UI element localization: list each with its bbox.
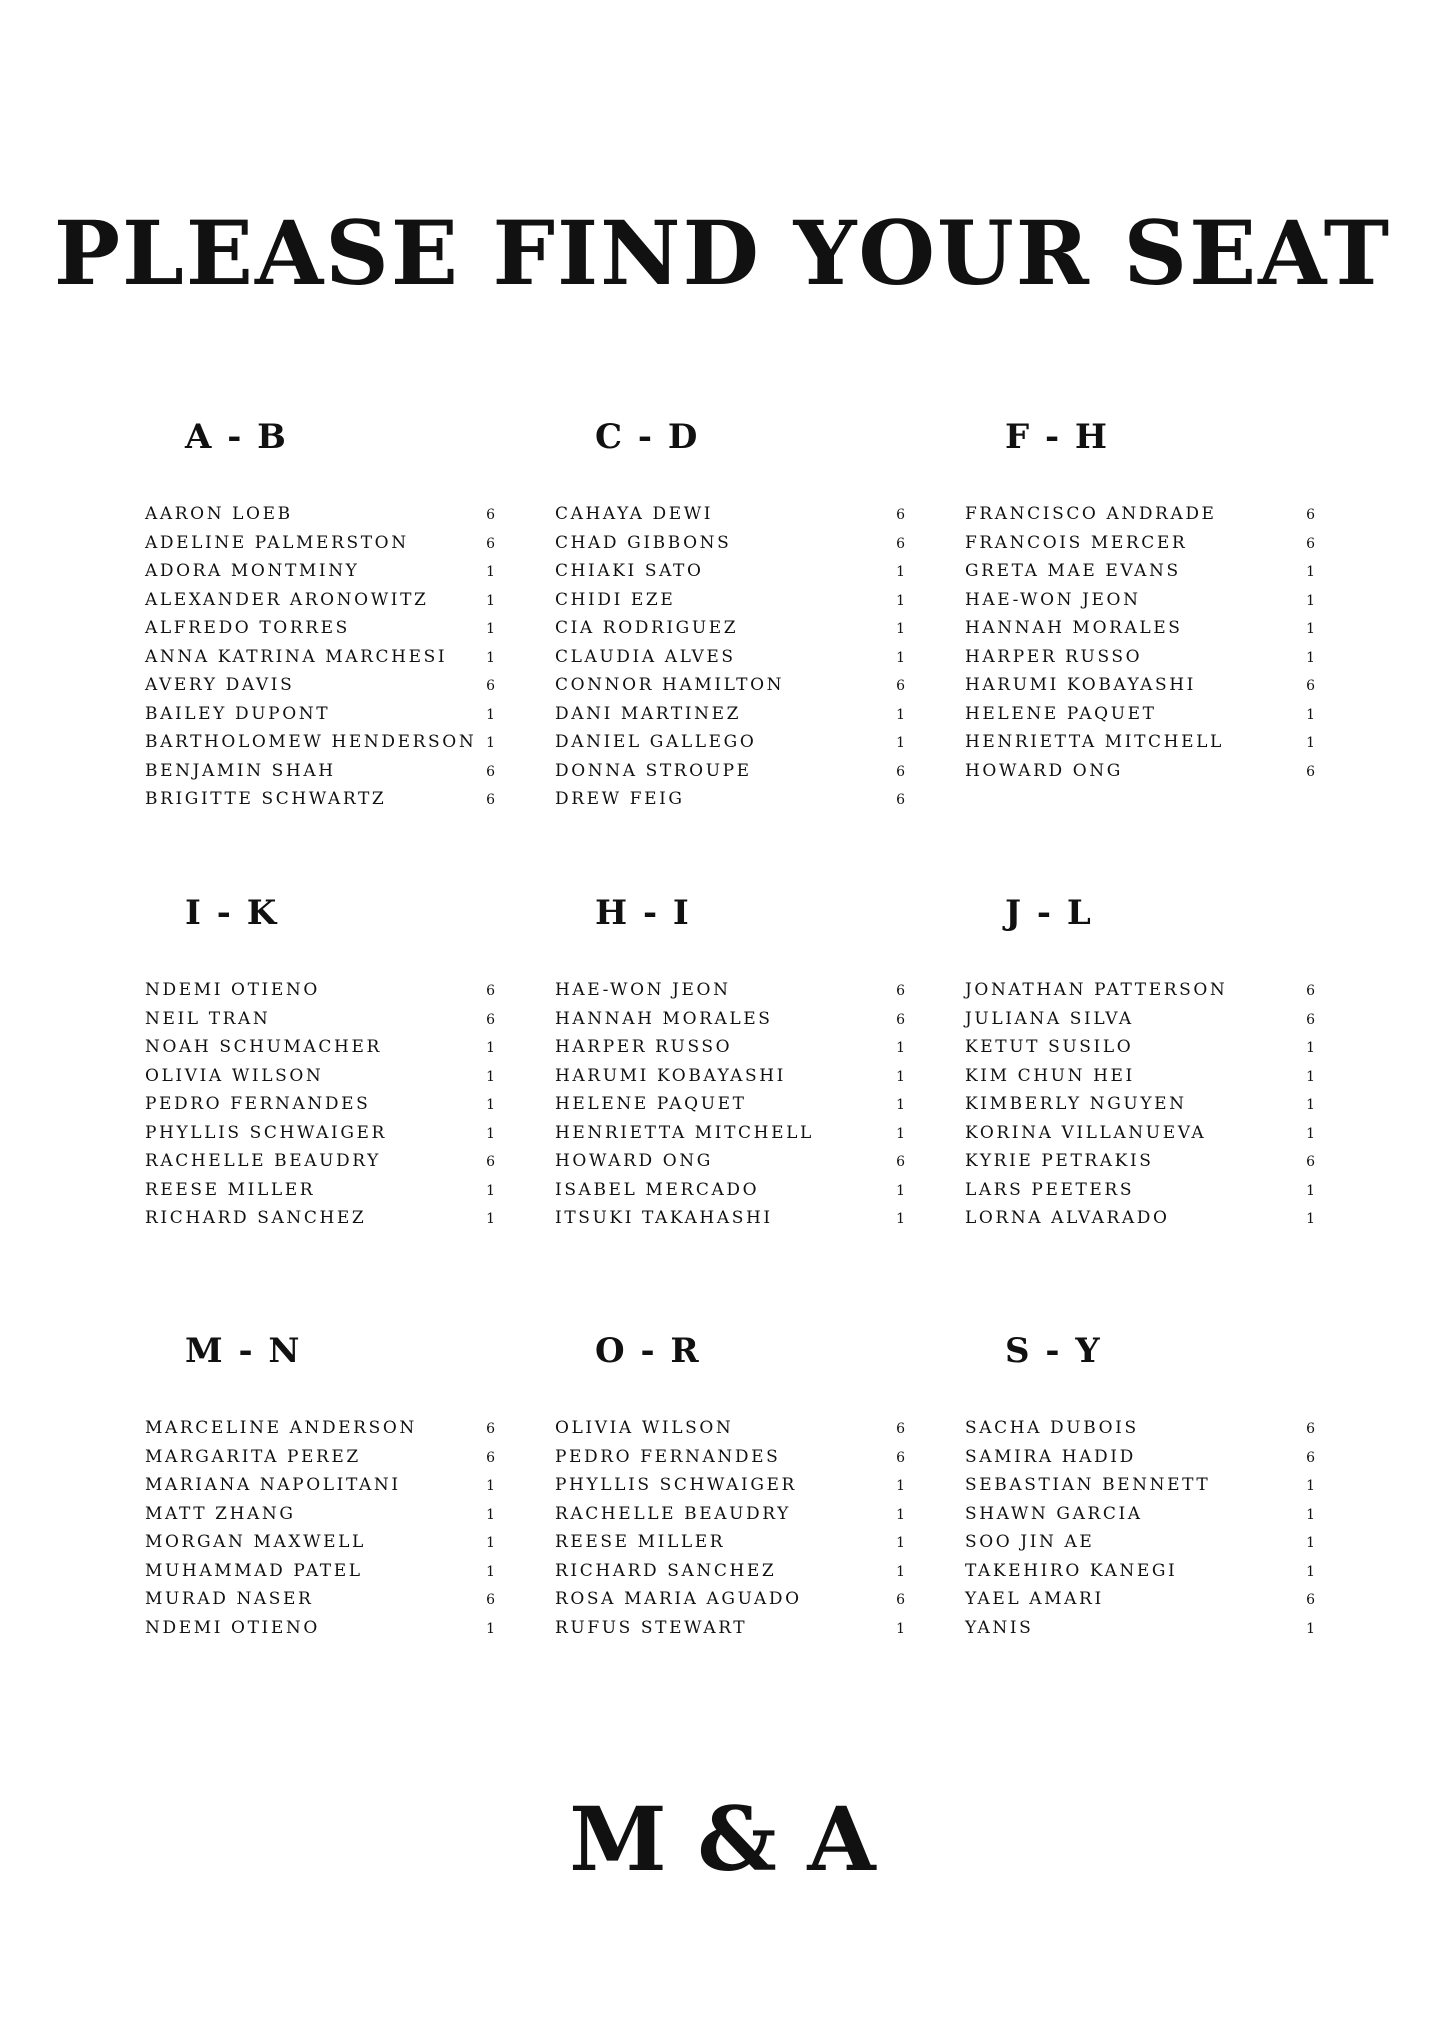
table-number: 6 (486, 507, 495, 523)
table-number: 1 (896, 649, 905, 666)
table-number: 6 (1306, 507, 1315, 523)
guest-name: PEDRO FERNANDES (555, 1446, 781, 1467)
guest-row (145, 1094, 495, 1123)
table-number: 1 (486, 1097, 495, 1113)
guest-name: HANNAH MORALES (555, 1008, 773, 1029)
guest-row (555, 1418, 905, 1447)
guest-name: KYRIE PETRAKIS (965, 1151, 1154, 1171)
guest-name: DANIEL GALLEGO (555, 732, 757, 752)
guest-name: HOWARD ONG (965, 760, 1123, 781)
table-number: 1 (896, 1097, 905, 1113)
guest-row (555, 504, 905, 533)
table-number: 1 (486, 1535, 495, 1551)
table-number: 6 (486, 1011, 495, 1028)
guest-row (555, 1037, 905, 1066)
guest-row (145, 980, 495, 1009)
table-number: 1 (896, 621, 905, 637)
guest-name: TAKEHIRO KANEGI (965, 1560, 1178, 1581)
guest-row (145, 675, 495, 704)
guest-name: ISABEL MERCADO (555, 1179, 760, 1200)
group-header: H - I (595, 893, 691, 933)
table-number: 6 (896, 1421, 905, 1437)
guest-row (965, 1447, 1315, 1476)
table-number: 1 (486, 649, 495, 666)
group-header: J - L (1005, 893, 1093, 933)
guest-name: HENRIETTA MITCHELL (555, 1122, 814, 1143)
table-number: 6 (486, 1154, 495, 1170)
guest-name: NDEMI OTIENO (145, 980, 320, 1000)
group-o-r (555, 1331, 905, 1646)
guest-row (555, 1475, 905, 1504)
guest-row (965, 1180, 1315, 1209)
table-number: 6 (896, 1011, 905, 1028)
guest-name: OLIVIA WILSON (145, 1065, 324, 1086)
table-number: 6 (1306, 1011, 1315, 1028)
guest-row (555, 561, 905, 590)
guest-row (555, 1180, 905, 1209)
table-number: 6 (1306, 1421, 1315, 1437)
table-number: 1 (1306, 592, 1315, 609)
table-number: 1 (486, 1506, 495, 1523)
guest-name: OLIVIA WILSON (555, 1418, 734, 1438)
guest-name: CONNOR HAMILTON (555, 675, 785, 695)
guest-list (965, 980, 1315, 1237)
guest-row (965, 1475, 1315, 1504)
guest-list (965, 1418, 1315, 1646)
guest-row (965, 504, 1315, 533)
guest-name: RACHELLE BEAUDRY (145, 1151, 381, 1171)
guest-row (555, 1151, 905, 1180)
guest-row (145, 590, 495, 619)
table-number: 1 (896, 735, 905, 751)
group-h-i (555, 893, 905, 1237)
table-number: 1 (1306, 1535, 1315, 1551)
table-number: 1 (896, 1563, 905, 1580)
table-number: 1 (896, 592, 905, 609)
table-number: 6 (486, 535, 495, 552)
group-a-b (145, 417, 495, 818)
guest-row (965, 1009, 1315, 1038)
guest-name: SOO JIN AE (965, 1532, 1095, 1552)
table-number: 1 (486, 1125, 495, 1142)
guest-name: LORNA ALVARADO (965, 1208, 1170, 1228)
guest-name: SAMIRA HADID (965, 1446, 1136, 1467)
guest-list (145, 504, 495, 818)
guest-row (965, 761, 1315, 790)
guest-list (145, 1418, 495, 1646)
guest-name: ALFREDO TORRES (145, 618, 350, 638)
guest-row (965, 1066, 1315, 1095)
guest-row (555, 1447, 905, 1476)
table-number: 1 (486, 564, 495, 580)
table-number: 1 (896, 1478, 905, 1494)
guest-row (965, 1094, 1315, 1123)
guest-row (965, 1208, 1315, 1237)
guest-name: KIM CHUN HEI (965, 1065, 1135, 1086)
guest-row (145, 761, 495, 790)
guest-row (145, 618, 495, 647)
guest-name: DREW FEIG (555, 789, 685, 809)
guest-name: AVERY DAVIS (145, 675, 295, 695)
table-number: 6 (486, 763, 495, 780)
guest-row (145, 732, 495, 761)
guest-row (145, 1151, 495, 1180)
table-number: 6 (896, 983, 905, 999)
table-number: 1 (486, 735, 495, 751)
table-number: 1 (1306, 1478, 1315, 1494)
guest-name: MATT ZHANG (145, 1503, 296, 1524)
group-m-n (145, 1331, 495, 1646)
group-j-l (965, 893, 1315, 1237)
table-number: 6 (896, 1449, 905, 1466)
guest-name: HENRIETTA MITCHELL (965, 732, 1224, 752)
guest-name: RUFUS STEWART (555, 1617, 748, 1638)
table-number: 1 (896, 1182, 905, 1199)
guest-row (145, 561, 495, 590)
guest-row (965, 533, 1315, 562)
table-number: 1 (896, 1040, 905, 1056)
table-number: 1 (1306, 1506, 1315, 1523)
guest-name: SEBASTIAN BENNETT (965, 1475, 1211, 1495)
guest-name: CIA RODRIGUEZ (555, 618, 739, 638)
table-number: 1 (896, 706, 905, 723)
guest-row (555, 1208, 905, 1237)
table-number: 6 (1306, 1154, 1315, 1170)
guest-name: BAILEY DUPONT (145, 703, 331, 724)
table-number: 1 (1306, 1211, 1315, 1227)
table-number: 1 (486, 706, 495, 723)
guest-row (555, 647, 905, 676)
table-number: 6 (1306, 983, 1315, 999)
table-number: 6 (1306, 763, 1315, 780)
guest-name: KIMBERLY NGUYEN (965, 1094, 1187, 1114)
guest-row (145, 1123, 495, 1152)
guest-row (145, 1208, 495, 1237)
group-header: S - Y (1005, 1331, 1102, 1371)
guest-name: MURAD NASER (145, 1589, 314, 1609)
guest-name: KORINA VILLANUEVA (965, 1122, 1207, 1143)
table-number: 6 (896, 792, 905, 808)
guest-row (145, 1618, 495, 1647)
group-header: C - D (595, 417, 700, 457)
guest-name: HAE-WON JEON (965, 589, 1141, 610)
guest-row (965, 1418, 1315, 1447)
table-number: 1 (1306, 1040, 1315, 1056)
guest-row (965, 1561, 1315, 1590)
group-i-k (145, 893, 495, 1237)
table-number: 6 (486, 792, 495, 808)
guest-list (555, 980, 905, 1237)
guest-name: RACHELLE BEAUDRY (555, 1503, 791, 1524)
guest-row (965, 1532, 1315, 1561)
table-number: 1 (486, 1620, 495, 1637)
guest-row (555, 590, 905, 619)
guest-name: ROSA MARIA AGUADO (555, 1589, 802, 1609)
guest-row (555, 533, 905, 562)
table-number: 1 (1306, 706, 1315, 723)
guest-row (145, 1504, 495, 1533)
guest-row (965, 647, 1315, 676)
guest-name: HARPER RUSSO (555, 1037, 733, 1057)
guest-row (145, 1009, 495, 1038)
guest-name: BRIGITTE SCHWARTZ (145, 789, 387, 809)
table-number: 1 (486, 1068, 495, 1085)
guest-name: MARCELINE ANDERSON (145, 1418, 417, 1438)
guest-name: BARTHOLOMEW HENDERSON (145, 732, 477, 752)
guest-name: BENJAMIN SHAH (145, 760, 336, 781)
table-number: 6 (486, 1421, 495, 1437)
guest-name: HELENE PAQUET (555, 1094, 747, 1114)
table-number: 1 (896, 1506, 905, 1523)
table-number: 1 (486, 1563, 495, 1580)
guest-list (555, 504, 905, 818)
guest-row (965, 704, 1315, 733)
table-number: 1 (896, 564, 905, 580)
guest-row (145, 647, 495, 676)
group-header: F - H (1005, 417, 1110, 457)
guest-name: LARS PEETERS (965, 1179, 1135, 1200)
table-number: 1 (486, 1182, 495, 1199)
table-number: 1 (1306, 621, 1315, 637)
guest-name: ITSUKI TAKAHASHI (555, 1208, 773, 1228)
table-number: 6 (486, 1449, 495, 1466)
guest-name: GRETA MAE EVANS (965, 561, 1181, 581)
table-number: 1 (486, 1211, 495, 1227)
guest-name: ALEXANDER ARONOWITZ (145, 589, 429, 610)
group-c-d (555, 417, 905, 818)
table-number: 1 (896, 1211, 905, 1227)
guest-name: HOWARD ONG (555, 1151, 713, 1171)
guest-row (145, 1180, 495, 1209)
guest-row (145, 1447, 495, 1476)
group-header: I - K (185, 893, 279, 933)
guest-row (555, 1589, 905, 1618)
guest-name: HARUMI KOBAYASHI (965, 675, 1196, 695)
guest-list (145, 980, 495, 1237)
guest-row (965, 561, 1315, 590)
table-number: 1 (486, 592, 495, 609)
guest-row (145, 704, 495, 733)
table-number: 6 (896, 535, 905, 552)
table-number: 1 (1306, 1563, 1315, 1580)
guest-row (555, 1094, 905, 1123)
guest-row (145, 1589, 495, 1618)
table-number: 1 (1306, 1097, 1315, 1113)
guest-name: CHIAKI SATO (555, 561, 704, 581)
table-number: 6 (896, 1154, 905, 1170)
guest-row (145, 1066, 495, 1095)
table-number: 6 (1306, 1592, 1315, 1608)
table-number: 6 (1306, 1449, 1315, 1466)
guest-name: RICHARD SANCHEZ (555, 1560, 777, 1581)
table-number: 6 (1306, 535, 1315, 552)
guest-name: AARON LOEB (145, 504, 293, 524)
guest-name: CHIDI EZE (555, 589, 676, 610)
guest-row (965, 1504, 1315, 1533)
guest-name: FRANCOIS MERCER (965, 532, 1188, 553)
guest-name: REESE MILLER (555, 1532, 726, 1552)
table-number: 1 (486, 1478, 495, 1494)
guest-row (555, 732, 905, 761)
guest-name: KETUT SUSILO (965, 1037, 1134, 1057)
guest-row (555, 1009, 905, 1038)
guest-name: ADELINE PALMERSTON (145, 532, 409, 553)
table-number: 6 (896, 1592, 905, 1608)
table-number: 1 (896, 1125, 905, 1142)
guest-name: JONATHAN PATTERSON (965, 980, 1228, 1000)
guest-name: HARPER RUSSO (965, 646, 1143, 667)
table-number: 1 (1306, 735, 1315, 751)
guest-row (555, 1532, 905, 1561)
table-number: 6 (486, 1592, 495, 1608)
guest-row (555, 1504, 905, 1533)
group-header: M - N (185, 1331, 302, 1371)
group-header: O - R (595, 1331, 701, 1371)
guest-row (555, 789, 905, 818)
guest-row (965, 590, 1315, 619)
table-number: 1 (1306, 1620, 1315, 1637)
guest-row (965, 1151, 1315, 1180)
group-header: A - B (185, 417, 288, 457)
guest-name: HANNAH MORALES (965, 618, 1183, 638)
guest-name: CLAUDIA ALVES (555, 646, 736, 667)
table-number: 6 (896, 678, 905, 694)
guest-name: MUHAMMAD PATEL (145, 1560, 363, 1581)
guest-row (555, 1618, 905, 1647)
guest-name: CAHAYA DEWI (555, 504, 714, 524)
guest-name: ANNA KATRINA MARCHESI (145, 646, 448, 667)
group-f-h (965, 417, 1315, 789)
guest-row (965, 1123, 1315, 1152)
guest-name: MORGAN MAXWELL (145, 1532, 366, 1552)
guest-name: RICHARD SANCHEZ (145, 1208, 367, 1228)
table-number: 6 (486, 983, 495, 999)
guest-name: DONNA STROUPE (555, 760, 752, 781)
guest-row (555, 1123, 905, 1152)
guest-name: ADORA MONTMINY (145, 561, 360, 581)
guest-name: FRANCISCO ANDRADE (965, 504, 1217, 524)
guest-list (965, 504, 1315, 789)
guest-name: MARIANA NAPOLITANI (145, 1475, 401, 1495)
guest-name: PHYLLIS SCHWAIGER (555, 1475, 797, 1495)
table-number: 1 (1306, 1182, 1315, 1199)
guest-name: SACHA DUBOIS (965, 1418, 1139, 1438)
table-number: 6 (896, 507, 905, 523)
guest-name: NOAH SCHUMACHER (145, 1037, 382, 1057)
guest-row (965, 618, 1315, 647)
guest-name: DANI MARTINEZ (555, 703, 742, 724)
page-title: PLEASE FIND YOUR SEAT (53, 200, 1392, 305)
guest-name: MARGARITA PEREZ (145, 1446, 361, 1467)
guest-row (965, 1037, 1315, 1066)
table-number: 1 (896, 1535, 905, 1551)
guest-name: SHAWN GARCIA (965, 1503, 1143, 1524)
guest-row (555, 1066, 905, 1095)
guest-row (145, 789, 495, 818)
guest-row (145, 1561, 495, 1590)
table-number: 1 (896, 1068, 905, 1085)
guest-name: PEDRO FERNANDES (145, 1094, 371, 1114)
table-number: 1 (896, 1620, 905, 1637)
table-number: 1 (1306, 564, 1315, 580)
table-number: 6 (896, 763, 905, 780)
table-number: 1 (1306, 1068, 1315, 1085)
table-number: 6 (1306, 678, 1315, 694)
table-number: 1 (486, 1040, 495, 1056)
guest-row (555, 704, 905, 733)
table-number: 6 (486, 678, 495, 694)
guest-row (965, 732, 1315, 761)
guest-name: HAE-WON JEON (555, 980, 731, 1000)
guest-row (965, 1618, 1315, 1647)
guest-name: YAEL AMARI (965, 1589, 1104, 1609)
guest-row (145, 1418, 495, 1447)
guest-name: REESE MILLER (145, 1179, 316, 1200)
guest-name: HELENE PAQUET (965, 703, 1157, 724)
table-number: 1 (486, 621, 495, 637)
table-number: 1 (1306, 649, 1315, 666)
guest-row (145, 1475, 495, 1504)
guest-name: PHYLLIS SCHWAIGER (145, 1122, 387, 1143)
guest-row (555, 980, 905, 1009)
guest-row (555, 618, 905, 647)
guest-row (555, 761, 905, 790)
guest-row (145, 504, 495, 533)
guest-name: JULIANA SILVA (965, 1008, 1134, 1029)
guest-row (965, 980, 1315, 1009)
guest-row (145, 1037, 495, 1066)
group-s-y (965, 1331, 1315, 1646)
guest-row (965, 675, 1315, 704)
guest-name: HARUMI KOBAYASHI (555, 1065, 786, 1086)
guest-row (145, 533, 495, 562)
guest-name: CHAD GIBBONS (555, 532, 732, 553)
guest-name: NDEMI OTIENO (145, 1617, 320, 1638)
guest-name: NEIL TRAN (145, 1008, 271, 1029)
guest-row (555, 1561, 905, 1590)
couple-monogram: M & A (569, 1787, 876, 1891)
guest-name: YANIS (965, 1617, 1034, 1638)
guest-row (965, 1589, 1315, 1618)
guest-row (145, 1532, 495, 1561)
guest-row (555, 675, 905, 704)
guest-list (555, 1418, 905, 1646)
table-number: 1 (1306, 1125, 1315, 1142)
